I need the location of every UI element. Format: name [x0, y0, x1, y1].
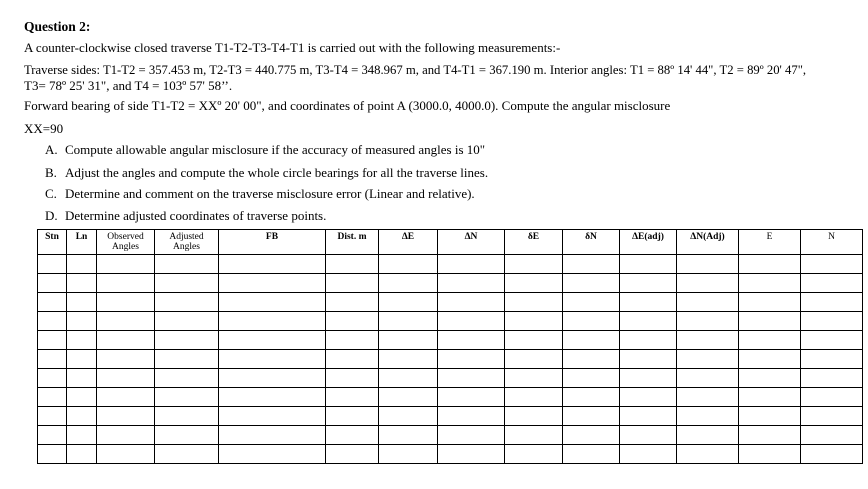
- table-cell: [739, 331, 801, 350]
- task-text: Determine and comment on the traverse misclosure error (Linear and relative).: [65, 186, 475, 201]
- table-cell: [38, 331, 67, 350]
- table-cell: [67, 407, 97, 426]
- table-cell: [38, 369, 67, 388]
- task-letter: C.: [45, 186, 57, 201]
- header-adjusted-angles: Adjusted Angles: [155, 230, 219, 255]
- table-cell: [97, 369, 155, 388]
- table-cell: [219, 407, 326, 426]
- table-cell: [438, 407, 505, 426]
- table-cell: [563, 350, 620, 369]
- traverse-angles-text: T3= 78º 25' 31", and T4 = 103º 57' 58’’.: [24, 78, 233, 93]
- table-cell: [739, 407, 801, 426]
- table-cell: [219, 445, 326, 464]
- table-cell: [97, 293, 155, 312]
- table-cell: [505, 312, 563, 331]
- table-cell: [97, 255, 155, 274]
- table-cell: [739, 293, 801, 312]
- table-cell: [739, 426, 801, 445]
- traverse-table: [37, 229, 863, 464]
- task-text: Adjust the angles and compute the whole circle bearings for all the traverse lines.: [65, 165, 489, 180]
- table-cell: [38, 255, 67, 274]
- question-intro: A counter-clockwise closed traverse T1-T2-T3-T4-T1 is carried out with the following measurements:-: [24, 40, 561, 55]
- table-cell: [801, 350, 863, 369]
- forward-bearing-text: Forward bearing of side T1-T2 = XXº 20' 00", and coordinates of point A (3000.0, 4000.0). Compute the angular misclosure: [24, 98, 671, 113]
- table-cell: [326, 274, 379, 293]
- table-cell: [219, 350, 326, 369]
- table-row: [38, 388, 863, 407]
- table-cell: [801, 426, 863, 445]
- table-cell: [155, 445, 219, 464]
- table-cell: [620, 255, 677, 274]
- header-delta-e-adj: ΔE(adj): [620, 230, 677, 255]
- table-cell: [438, 350, 505, 369]
- table-row: [38, 350, 863, 369]
- table-cell: [67, 426, 97, 445]
- table-cell: [219, 255, 326, 274]
- table-cell: [326, 388, 379, 407]
- table-cell: [620, 388, 677, 407]
- table-cell: [155, 407, 219, 426]
- table-cell: [379, 388, 438, 407]
- table-cell: [38, 293, 67, 312]
- table-cell: [801, 255, 863, 274]
- table-cell: [739, 388, 801, 407]
- table-cell: [219, 274, 326, 293]
- table-cell: [219, 388, 326, 407]
- table-cell: [563, 331, 620, 350]
- table-cell: [379, 331, 438, 350]
- table-row: [38, 331, 863, 350]
- table-cell: [801, 293, 863, 312]
- table-cell: [219, 369, 326, 388]
- table-cell: [505, 255, 563, 274]
- table-cell: [97, 312, 155, 331]
- header-delta-e: ΔE: [379, 230, 438, 255]
- table-cell: [438, 445, 505, 464]
- table-cell: [505, 445, 563, 464]
- table-cell: [379, 350, 438, 369]
- table-row: [38, 255, 863, 274]
- table-cell: [677, 255, 739, 274]
- table-cell: [620, 445, 677, 464]
- table-row: [38, 426, 863, 445]
- table-cell: [155, 369, 219, 388]
- table-row: [38, 407, 863, 426]
- table-cell: [677, 274, 739, 293]
- table-cell: [801, 369, 863, 388]
- table-cell: [505, 350, 563, 369]
- table-cell: [739, 274, 801, 293]
- table-cell: [38, 407, 67, 426]
- table-cell: [677, 350, 739, 369]
- table-header-row: [38, 230, 863, 255]
- table-cell: [379, 407, 438, 426]
- header-easting: E: [739, 230, 801, 255]
- table-cell: [67, 369, 97, 388]
- table-cell: [219, 293, 326, 312]
- table-cell: [97, 274, 155, 293]
- traverse-sides-text: Traverse sides: T1-T2 = 357.453 m, T2-T3 = 440.775 m, T3-T4 = 348.967 m, and T4-T1 = 367.190 m. Interior angles: T1 = 88º 14' 44", T2 = 89º 20' 47",: [24, 63, 807, 77]
- table-cell: [739, 350, 801, 369]
- table-cell: [326, 407, 379, 426]
- table-cell: [326, 312, 379, 331]
- table-cell: [67, 293, 97, 312]
- table-cell: [97, 350, 155, 369]
- table-cell: [38, 388, 67, 407]
- table-cell: [563, 293, 620, 312]
- table-cell: [67, 274, 97, 293]
- table-cell: [563, 312, 620, 331]
- table-cell: [67, 255, 97, 274]
- table-cell: [801, 312, 863, 331]
- task-letter: D.: [45, 208, 58, 223]
- table-cell: [677, 293, 739, 312]
- table-cell: [563, 445, 620, 464]
- table-body: [38, 255, 863, 464]
- table-cell: [38, 312, 67, 331]
- table-cell: [155, 331, 219, 350]
- table-cell: [563, 255, 620, 274]
- table-cell: [505, 274, 563, 293]
- question-title: Question 2:: [24, 19, 91, 34]
- table-cell: [739, 445, 801, 464]
- table-cell: [505, 426, 563, 445]
- table-cell: [155, 293, 219, 312]
- table-cell: [620, 369, 677, 388]
- header-northing: N: [801, 230, 863, 255]
- table-row: [38, 369, 863, 388]
- table-cell: [677, 312, 739, 331]
- header-dist: Dist. m: [326, 230, 379, 255]
- table-cell: [219, 331, 326, 350]
- table-cell: [438, 331, 505, 350]
- table-cell: [739, 369, 801, 388]
- table-row: [38, 274, 863, 293]
- task-c: [45, 186, 475, 201]
- table-cell: [379, 312, 438, 331]
- table-cell: [379, 293, 438, 312]
- table-cell: [379, 426, 438, 445]
- table-cell: [505, 331, 563, 350]
- task-d: [45, 208, 326, 223]
- header-stn: Stn: [38, 230, 67, 255]
- task-letter: B.: [45, 165, 57, 180]
- table-cell: [620, 331, 677, 350]
- task-a: [45, 142, 485, 157]
- table-cell: [379, 274, 438, 293]
- table-cell: [67, 331, 97, 350]
- table-cell: [739, 255, 801, 274]
- table-cell: [505, 293, 563, 312]
- header-delta-n-adj: ΔN(Adj): [677, 230, 739, 255]
- table-cell: [677, 388, 739, 407]
- table-cell: [155, 426, 219, 445]
- table-cell: [438, 293, 505, 312]
- header-ln: Ln: [67, 230, 97, 255]
- header-small-delta-e: δE: [505, 230, 563, 255]
- table-cell: [38, 426, 67, 445]
- table-cell: [438, 426, 505, 445]
- table-cell: [438, 312, 505, 331]
- xx-value: XX=90: [24, 121, 64, 136]
- table-cell: [438, 274, 505, 293]
- task-text: Determine adjusted coordinates of traverse points.: [65, 208, 327, 223]
- table-cell: [438, 388, 505, 407]
- table-cell: [97, 445, 155, 464]
- table-cell: [563, 274, 620, 293]
- header-delta-n: ΔN: [438, 230, 505, 255]
- table-cell: [620, 293, 677, 312]
- table-cell: [67, 445, 97, 464]
- table-cell: [97, 407, 155, 426]
- table-cell: [801, 445, 863, 464]
- table-cell: [219, 312, 326, 331]
- table-cell: [563, 407, 620, 426]
- table-cell: [67, 350, 97, 369]
- table-cell: [326, 255, 379, 274]
- task-letter: A.: [45, 142, 58, 157]
- table-cell: [620, 350, 677, 369]
- table-cell: [739, 312, 801, 331]
- table-cell: [438, 369, 505, 388]
- table-cell: [677, 407, 739, 426]
- table-cell: [438, 255, 505, 274]
- table-cell: [326, 350, 379, 369]
- table-cell: [97, 331, 155, 350]
- table-cell: [326, 369, 379, 388]
- table-row: [38, 293, 863, 312]
- table-cell: [801, 388, 863, 407]
- table-cell: [379, 369, 438, 388]
- table-cell: [677, 369, 739, 388]
- table-cell: [677, 331, 739, 350]
- table-cell: [155, 350, 219, 369]
- table-cell: [326, 293, 379, 312]
- table-cell: [155, 312, 219, 331]
- table-cell: [801, 407, 863, 426]
- header-fb: FB: [219, 230, 326, 255]
- table-cell: [155, 274, 219, 293]
- header-observed-angles: Observed Angles: [97, 230, 155, 255]
- table-cell: [97, 426, 155, 445]
- header-small-delta-n: δN: [563, 230, 620, 255]
- table-cell: [505, 388, 563, 407]
- table-cell: [67, 388, 97, 407]
- table-cell: [563, 388, 620, 407]
- table-cell: [38, 445, 67, 464]
- table-cell: [38, 274, 67, 293]
- table-row: [38, 312, 863, 331]
- table-cell: [326, 445, 379, 464]
- table-cell: [505, 369, 563, 388]
- table-row: [38, 445, 863, 464]
- table-cell: [505, 407, 563, 426]
- task-b: [45, 165, 488, 180]
- table-cell: [326, 331, 379, 350]
- table-cell: [620, 274, 677, 293]
- table-cell: [155, 255, 219, 274]
- table-cell: [563, 369, 620, 388]
- table-cell: [563, 426, 620, 445]
- table-cell: [620, 426, 677, 445]
- table-cell: [379, 255, 438, 274]
- table-cell: [620, 407, 677, 426]
- table-cell: [219, 426, 326, 445]
- table-cell: [620, 312, 677, 331]
- table-cell: [379, 445, 438, 464]
- table-cell: [67, 312, 97, 331]
- table-cell: [801, 331, 863, 350]
- table-cell: [38, 350, 67, 369]
- table-cell: [97, 388, 155, 407]
- table-cell: [801, 274, 863, 293]
- table-cell: [677, 426, 739, 445]
- table-cell: [677, 445, 739, 464]
- table-cell: [326, 426, 379, 445]
- task-text: Compute allowable angular misclosure if the accuracy of measured angles is 10": [65, 142, 486, 157]
- table-cell: [155, 388, 219, 407]
